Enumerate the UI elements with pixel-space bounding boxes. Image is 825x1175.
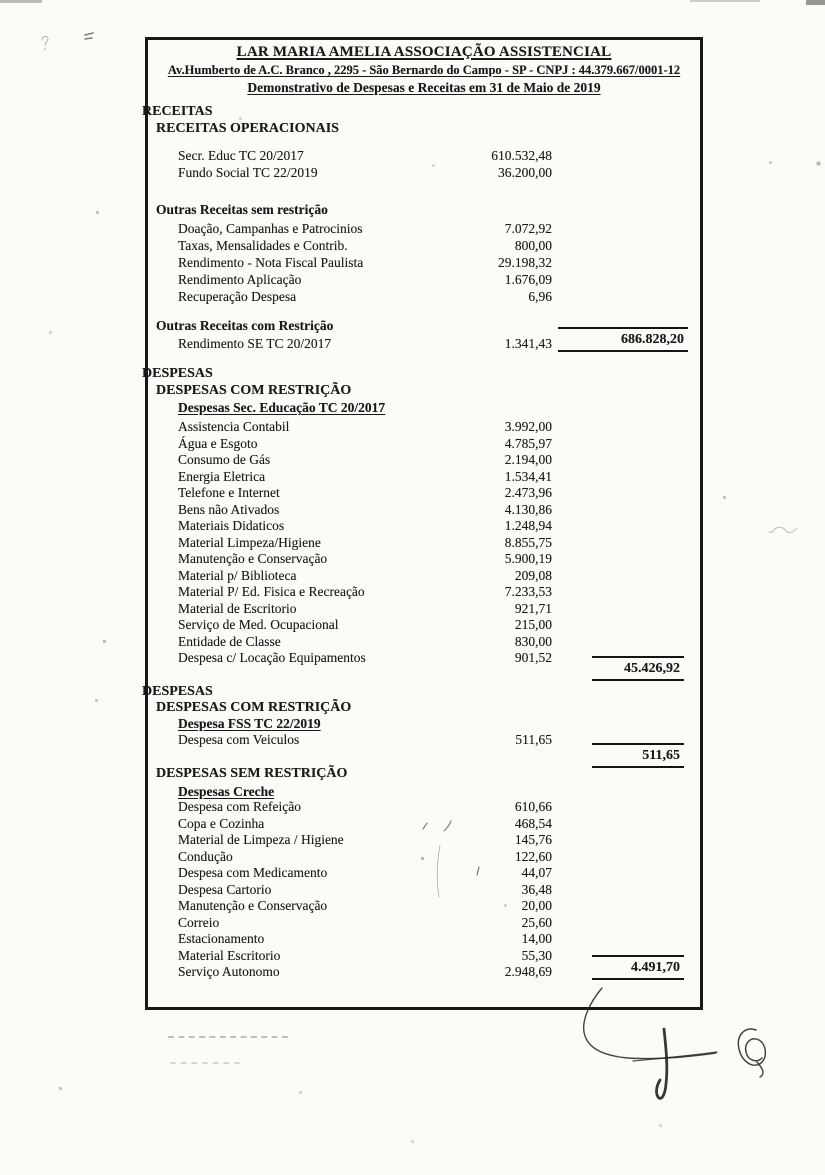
table-row (148, 255, 700, 272)
row-label: Copa e Cozinha (178, 816, 265, 831)
subsection-label-despesas-com-restricao: DESPESAS COM RESTRIÇÃO (156, 383, 352, 398)
table-row (148, 816, 700, 833)
row-value: 901,52 (514, 650, 552, 665)
table-row (148, 148, 700, 165)
total-receitas: 686.828,20 (558, 327, 688, 352)
row-value: 7.233,53 (504, 584, 552, 599)
table-row (148, 518, 700, 535)
table-row (148, 584, 700, 601)
row-label: Taxas, Mensalidades e Contrib. (178, 238, 348, 253)
row-label: Despesa com Medicamento (178, 865, 328, 880)
group-heading-fss: Despesa FSS TC 22/2019 (178, 716, 321, 731)
table-row (148, 502, 700, 519)
table-row (148, 289, 700, 306)
row-value: 215,00 (514, 617, 552, 632)
row-value: 29.198,32 (498, 255, 552, 270)
row-value: 2.194,00 (504, 452, 552, 467)
row-value: 1.248,94 (504, 518, 552, 533)
scan-dash-noise (168, 1036, 288, 1038)
row-value: 145,76 (514, 832, 552, 847)
row-value: 209,08 (514, 568, 552, 583)
row-value: 800,00 (514, 238, 552, 253)
heading-outras-receitas-sem-restricao: Outras Receitas sem restrição (156, 202, 328, 217)
group-heading-sec-educacao: Despesas Sec. Educação TC 20/2017 (178, 400, 386, 415)
row-value: 4.785,97 (504, 436, 552, 451)
section-label-despesas: DESPESAS (142, 366, 213, 381)
table-row (148, 469, 700, 486)
doc-title: LAR MARIA AMELIA ASSOCIAÇÃO ASSISTENCIAL (236, 44, 612, 60)
table-row (148, 419, 700, 436)
row-value: 122,60 (514, 849, 552, 864)
table-row (148, 272, 700, 289)
total-despesas-fss: 511,65 (592, 743, 684, 768)
row-value: 55,30 (521, 948, 552, 963)
group-heading-creche: Despesas Creche (178, 784, 275, 799)
table-row (148, 551, 700, 568)
row-label: Correio (178, 915, 220, 930)
row-value: 44,07 (521, 865, 552, 880)
total-despesas-creche: 4.491,70 (592, 955, 684, 980)
doc-address: Av.Humberto de A.C. Branco , 2295 - São Bernardo do Campo - SP - CNPJ : 44.379.667/0001-12 (167, 63, 681, 77)
row-label: Entidade de Classe (178, 634, 281, 649)
row-label: Despesa c/ Locação Equipamentos (178, 650, 366, 665)
row-value: 36.200,00 (498, 165, 552, 180)
row-label: Materiais Didaticos (178, 518, 285, 533)
row-label: Doação, Campanhas e Patrocinios (178, 221, 363, 236)
scan-dash-noise (170, 1062, 240, 1064)
row-value: 921,71 (514, 601, 552, 616)
row-label: Consumo de Gás (178, 452, 271, 467)
row-value: 830,00 (514, 634, 552, 649)
row-value: 6,96 (528, 289, 552, 304)
row-label: Material de Escritorio (178, 601, 297, 616)
row-value: 610.532,48 (491, 148, 552, 163)
row-label: Secr. Educ TC 20/2017 (178, 148, 304, 163)
row-label: Material P/ Ed. Fisica e Recreação (178, 584, 365, 599)
row-label: Energia Eletrica (178, 469, 266, 484)
scan-smudge (690, 0, 760, 2)
row-label: Assistencia Contabil (178, 419, 290, 434)
row-label: Condução (178, 849, 233, 864)
table-row (148, 634, 700, 651)
section-label-receitas: RECEITAS (142, 104, 213, 119)
monogram-scribble (738, 1029, 765, 1077)
row-label: Material Limpeza/Higiene (178, 535, 321, 550)
row-value: 3.992,00 (504, 419, 552, 434)
table-row (148, 165, 700, 182)
row-label: Recuperação Despesa (178, 289, 297, 304)
table-row (148, 221, 700, 238)
table-row (148, 931, 700, 948)
row-label: Telefone e Internet (178, 485, 280, 500)
row-label: Material Escritorio (178, 948, 281, 963)
row-label: Despesa Cartorio (178, 882, 272, 897)
row-value: 468,54 (514, 816, 552, 831)
row-value: 2.948,69 (504, 964, 552, 979)
table-row (148, 882, 700, 899)
row-value: 5.900,19 (504, 551, 552, 566)
table-row (148, 485, 700, 502)
row-value: 25,60 (521, 915, 552, 930)
row-label: Material p/ Biblioteca (178, 568, 297, 583)
document-sheet (142, 37, 703, 1010)
scan-smudge (806, 0, 825, 5)
row-label: Rendimento Aplicação (178, 272, 302, 287)
table-row (148, 568, 700, 585)
scan-smudge (0, 0, 42, 3)
table-row (148, 238, 700, 255)
row-label: Rendimento - Nota Fiscal Paulista (178, 255, 364, 270)
row-value: 1.676,09 (504, 272, 552, 287)
subsection-label-despesas-com-restricao-2: DESPESAS COM RESTRIÇÃO (156, 700, 352, 715)
row-value: 8.855,75 (504, 535, 552, 550)
row-value: 14,00 (521, 931, 552, 946)
row-value: 511,65 (515, 732, 552, 747)
doc-subtitle: Demonstrativo de Despesas e Receitas em 31 de Maio de 2019 (247, 80, 601, 95)
row-value: 2.473,96 (504, 485, 552, 500)
table-row (148, 436, 700, 453)
row-label: Despesa com Veiculos (178, 732, 300, 747)
row-label: Material de Limpeza / Higiene (178, 832, 344, 847)
table-row (148, 865, 700, 882)
row-label: Estacionamento (178, 931, 265, 946)
row-label: Manutenção e Conservação (178, 898, 328, 913)
table-row (148, 849, 700, 866)
row-label: Serviço de Med. Ocupacional (178, 617, 339, 632)
row-label: Manutenção e Conservação (178, 551, 328, 566)
row-value: 1.534,41 (504, 469, 552, 484)
row-value: 36,48 (521, 882, 552, 897)
row-label: Serviço Autonomo (178, 964, 280, 979)
row-value: 1.341,43 (504, 336, 552, 351)
row-label: Rendimento SE TC 20/2017 (178, 336, 332, 351)
heading-outras-receitas-com-restricao: Outras Receitas com Restrição (156, 318, 334, 333)
subsection-label-receitas-operacionais: RECEITAS OPERACIONAIS (156, 121, 339, 136)
table-row (148, 898, 700, 915)
row-value: 20,00 (521, 898, 552, 913)
row-label: Fundo Social TC 22/2019 (178, 165, 318, 180)
table-row (148, 799, 700, 816)
section-label-despesas-2: DESPESAS (142, 684, 213, 699)
total-despesas-educacao: 45.426,92 (592, 656, 684, 681)
table-row (148, 617, 700, 634)
row-label: Despesa com Refeição (178, 799, 301, 814)
row-value: 7.072,92 (504, 221, 552, 236)
table-row (148, 915, 700, 932)
table-row (148, 535, 700, 552)
row-label: Bens não Ativados (178, 502, 280, 517)
subsection-label-despesas-sem-restricao: DESPESAS SEM RESTRIÇÃO (156, 766, 348, 781)
row-value: 4.130,86 (504, 502, 552, 517)
row-value: 610,66 (514, 799, 552, 814)
table-row (148, 601, 700, 618)
table-row (148, 832, 700, 849)
table-row (148, 452, 700, 469)
row-label: Água e Esgoto (178, 436, 258, 451)
